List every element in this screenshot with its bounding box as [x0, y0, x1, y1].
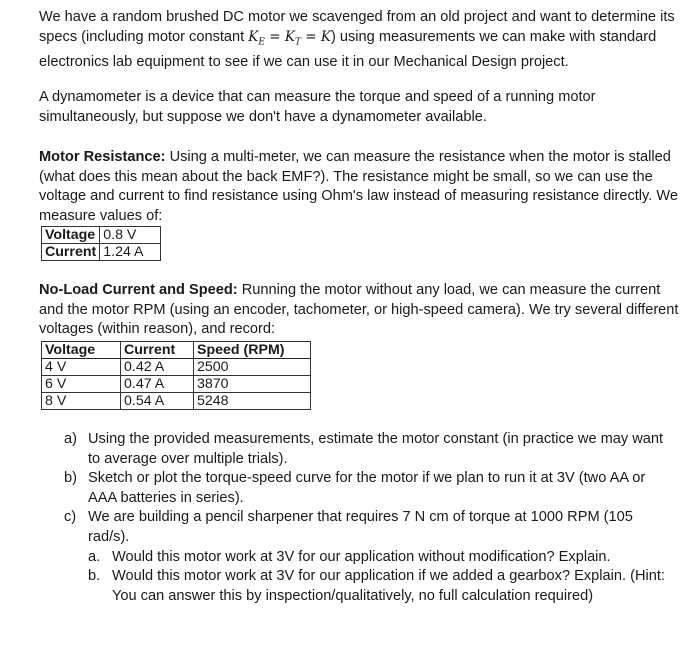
subquestion-b: b. Would this motor work at 3V for our application if we added a gearbox? Explain. (Hint: You can answer this by inspection/qualitatively, no full calculation required) [88, 568, 665, 604]
question-list [64, 430, 674, 606]
table-row [42, 359, 311, 376]
motor-resistance-paragraph: Motor Resistance: Using a multi-meter, we can measure the resistance when the motor is stalled (what does this mean about the back EMF?). The resistance might be small, so we can use the voltage and current to find resistance using Ohm's law instead of measuring resistance directly. We measure values of: [39, 149, 679, 224]
current-value: 1.24 A [100, 244, 161, 261]
table-row [42, 376, 311, 393]
table-cell: 6 V [42, 376, 121, 393]
table-row [42, 393, 311, 410]
table-cell: 5248 [194, 393, 311, 410]
question-c: c) We are building a pencil sharpener that requires 7 N cm of torque at 1000 RPM (105 rad/s). a. Would this motor work at 3V for our application without modification? Explain. b. Would this motor work at 3V for our application if we added a gearbox? Explain. (Hint: You can answer this by inspection/qualitatively, no full calculation required) [64, 508, 674, 606]
voltage-label: Voltage [42, 227, 100, 244]
table-row [42, 227, 161, 244]
table-cell: 0.42 A [121, 359, 194, 376]
intro-text-start: We have a random brushed DC motor we scavenged from an old project and want to determine its specs (including motor constant [39, 9, 675, 45]
intro-paragraph [39, 8, 679, 72]
table-cell: 3870 [194, 376, 311, 393]
question-a: a) Using the provided measurements, estimate the motor constant (in practice we may want to average over multiple trials). [64, 431, 664, 467]
table-cell: 4 V [42, 359, 121, 376]
table-cell: 2500 [194, 359, 311, 376]
table-cell: 0.54 A [121, 393, 194, 410]
voltage-value: 0.8 V [100, 227, 161, 244]
motor-resistance-heading: Motor Resistance: [39, 149, 166, 165]
subquestion-a: a. Would this motor work at 3V for our application without modification? Explain. [88, 548, 611, 565]
no-load-heading: No-Load Current and Speed: [39, 282, 238, 298]
current-label: Current [42, 244, 100, 261]
no-load-table [41, 341, 311, 410]
question-b: b) Sketch or plot the torque-speed curve for the motor if we plan to run it at 3V (two AA or AAA batteries in series). [64, 470, 646, 506]
column-header-voltage: Voltage [42, 342, 121, 359]
no-load-paragraph: No-Load Current and Speed: Running the motor without any load, we can measure the current and the motor RPM (using an encoder, tachometer, or high-speed camera). We try several different voltages (within reason), and record: [39, 282, 679, 338]
intro-text-end: ) using measurements we can make with standard electronics lab equipment to see if we can use it in our Mechanical Design project. [39, 28, 657, 70]
column-header-speed: Speed (RPM) [194, 342, 311, 359]
table-cell: 8 V [42, 393, 121, 410]
resistance-table [41, 226, 161, 261]
table-header-row [42, 342, 311, 359]
motor-constant-equation: $K_E = K_T = K$ [248, 28, 331, 48]
column-header-current: Current [121, 342, 194, 359]
table-cell: 0.47 A [121, 376, 194, 393]
dynamometer-paragraph: A dynamometer is a device that can measure the torque and speed of a running motor simultaneously, but suppose we don't have a dynamometer available. [39, 89, 596, 125]
table-row [42, 244, 161, 261]
